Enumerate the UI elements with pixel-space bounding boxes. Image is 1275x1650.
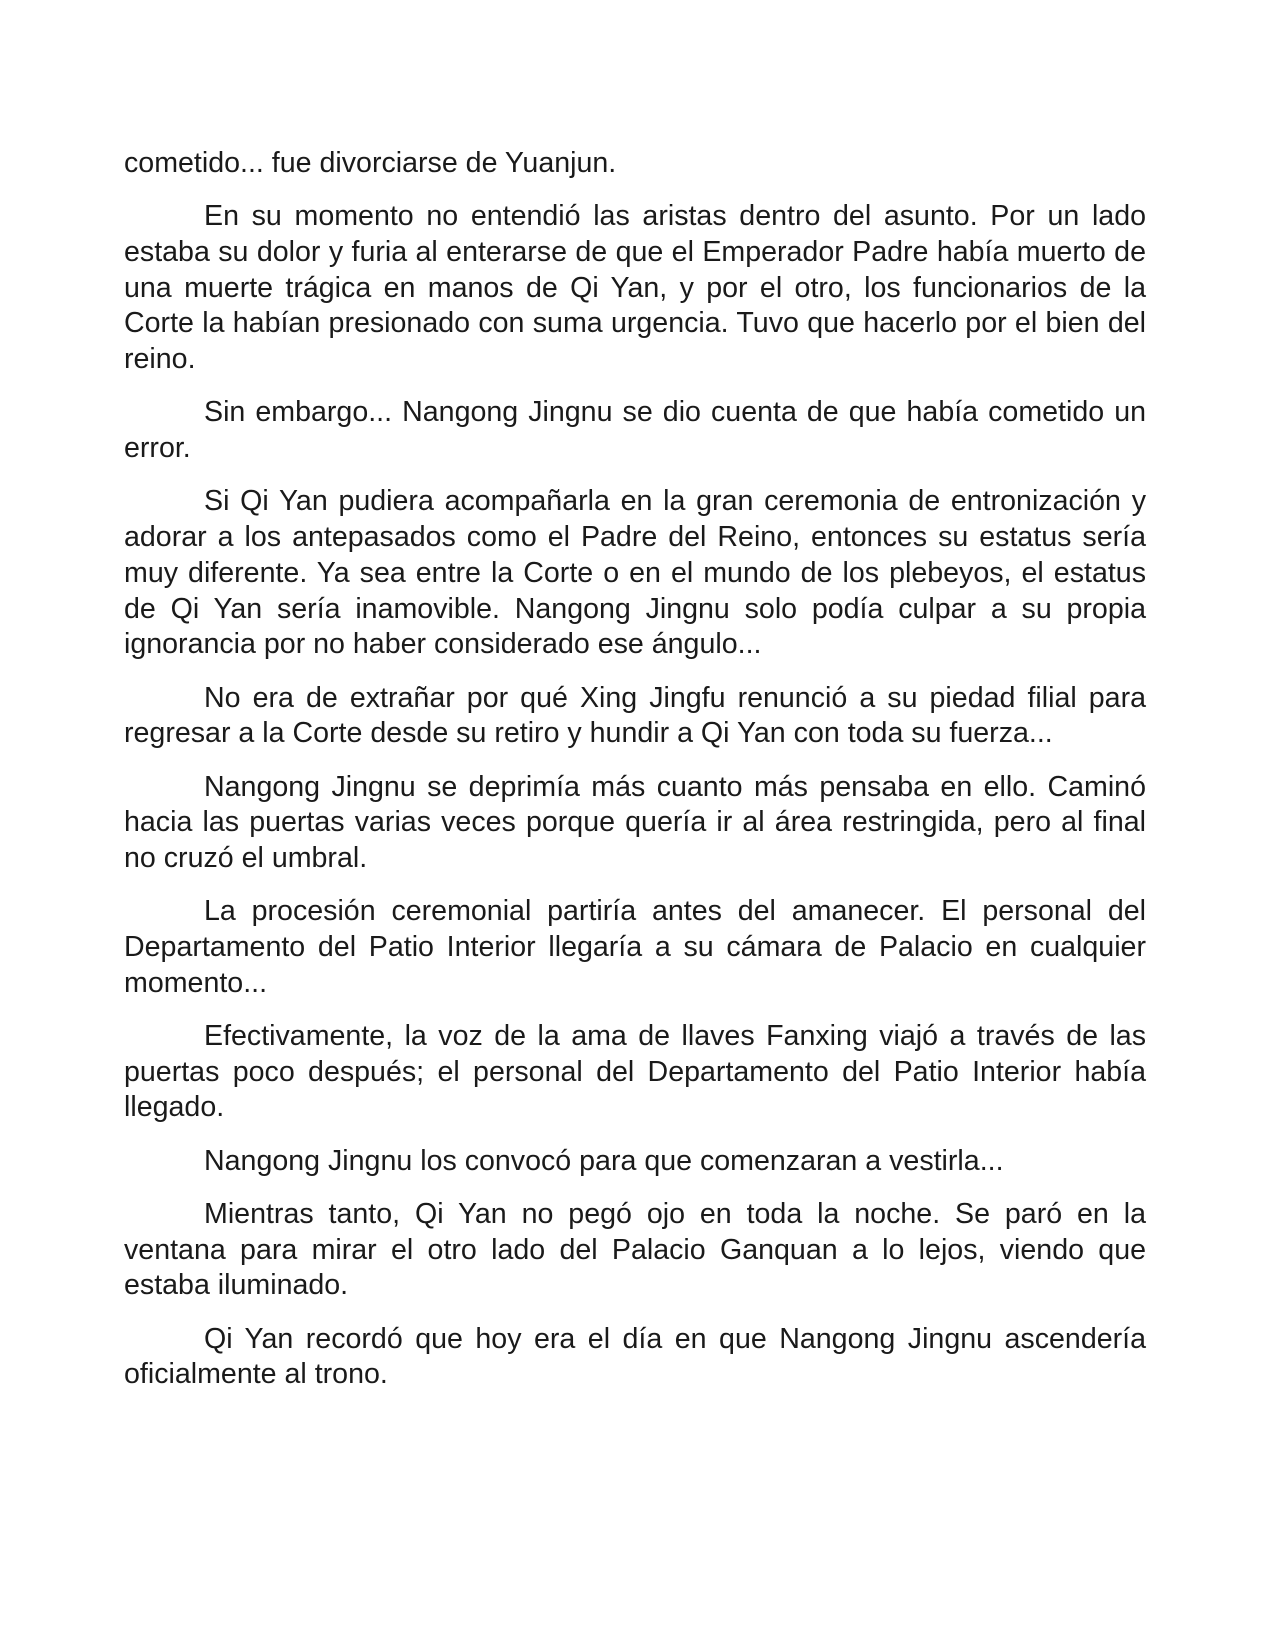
paragraph: Qi Yan recordó que hoy era el día en que Nangong Jingnu ascendería oficialmente al trono. (124, 1322, 1146, 1391)
paragraph: Mientras tanto, Qi Yan no pegó ojo en toda la noche. Se paró en la ventana para mirar el otro lado del Palacio Ganquan a lo lejos, viendo que estaba iluminado. (124, 1197, 1146, 1302)
paragraph: Sin embargo... Nangong Jingnu se dio cuenta de que había cometido un error. (124, 396, 1146, 465)
paragraph: Nangong Jingnu los convocó para que comenzaran a vestirla... (204, 1144, 1004, 1177)
paragraph: La procesión ceremonial partiría antes del amanecer. El personal del Departamento del Patio Interior llegaría a su cámara de Palacio en cualquier momento... (124, 895, 1146, 999)
paragraph: Efectivamente, la voz de la ama de llaves Fanxing viajó a través de las puertas poco después; el personal del Departamento del Patio Interior había llegado. (124, 1019, 1146, 1124)
paragraph: No era de extrañar por qué Xing Jingfu renunció a su piedad filial para regresar a la Corte desde su retiro y hundir a Qi Yan con toda su fuerza... (124, 681, 1146, 750)
paragraph-continuation: cometido... fue divorciarse de Yuanjun. (124, 147, 617, 179)
document-page (124, 146, 1146, 1411)
paragraph: Si Qi Yan pudiera acompañarla en la gran ceremonia de entronización y adorar a los antepasados como el Padre del Reino, entonces su estatus sería muy diferente. Ya sea entre la Corte o en el mundo de los plebeyos, el estatus de Qi Yan sería inamovible. Nangong Jingnu solo podía culpar a su propia ignorancia por no haber considerado ese ángulo... (124, 485, 1146, 661)
paragraph: En su momento no entendió las aristas dentro del asunto. Por un lado estaba su dolor y furia al enterarse de que el Emperador Padre había muerto de una muerte trágica en manos de Qi Yan, y por el otro, los funcionarios de la Corte la habían presionado con suma urgencia. Tuvo que hacerlo por el bien del reino. (124, 200, 1146, 376)
paragraph: Nangong Jingnu se deprimía más cuanto más pensaba en ello. Caminó hacia las puertas varias veces porque quería ir al área restringida, pero al final no cruzó el umbral. (124, 770, 1146, 874)
